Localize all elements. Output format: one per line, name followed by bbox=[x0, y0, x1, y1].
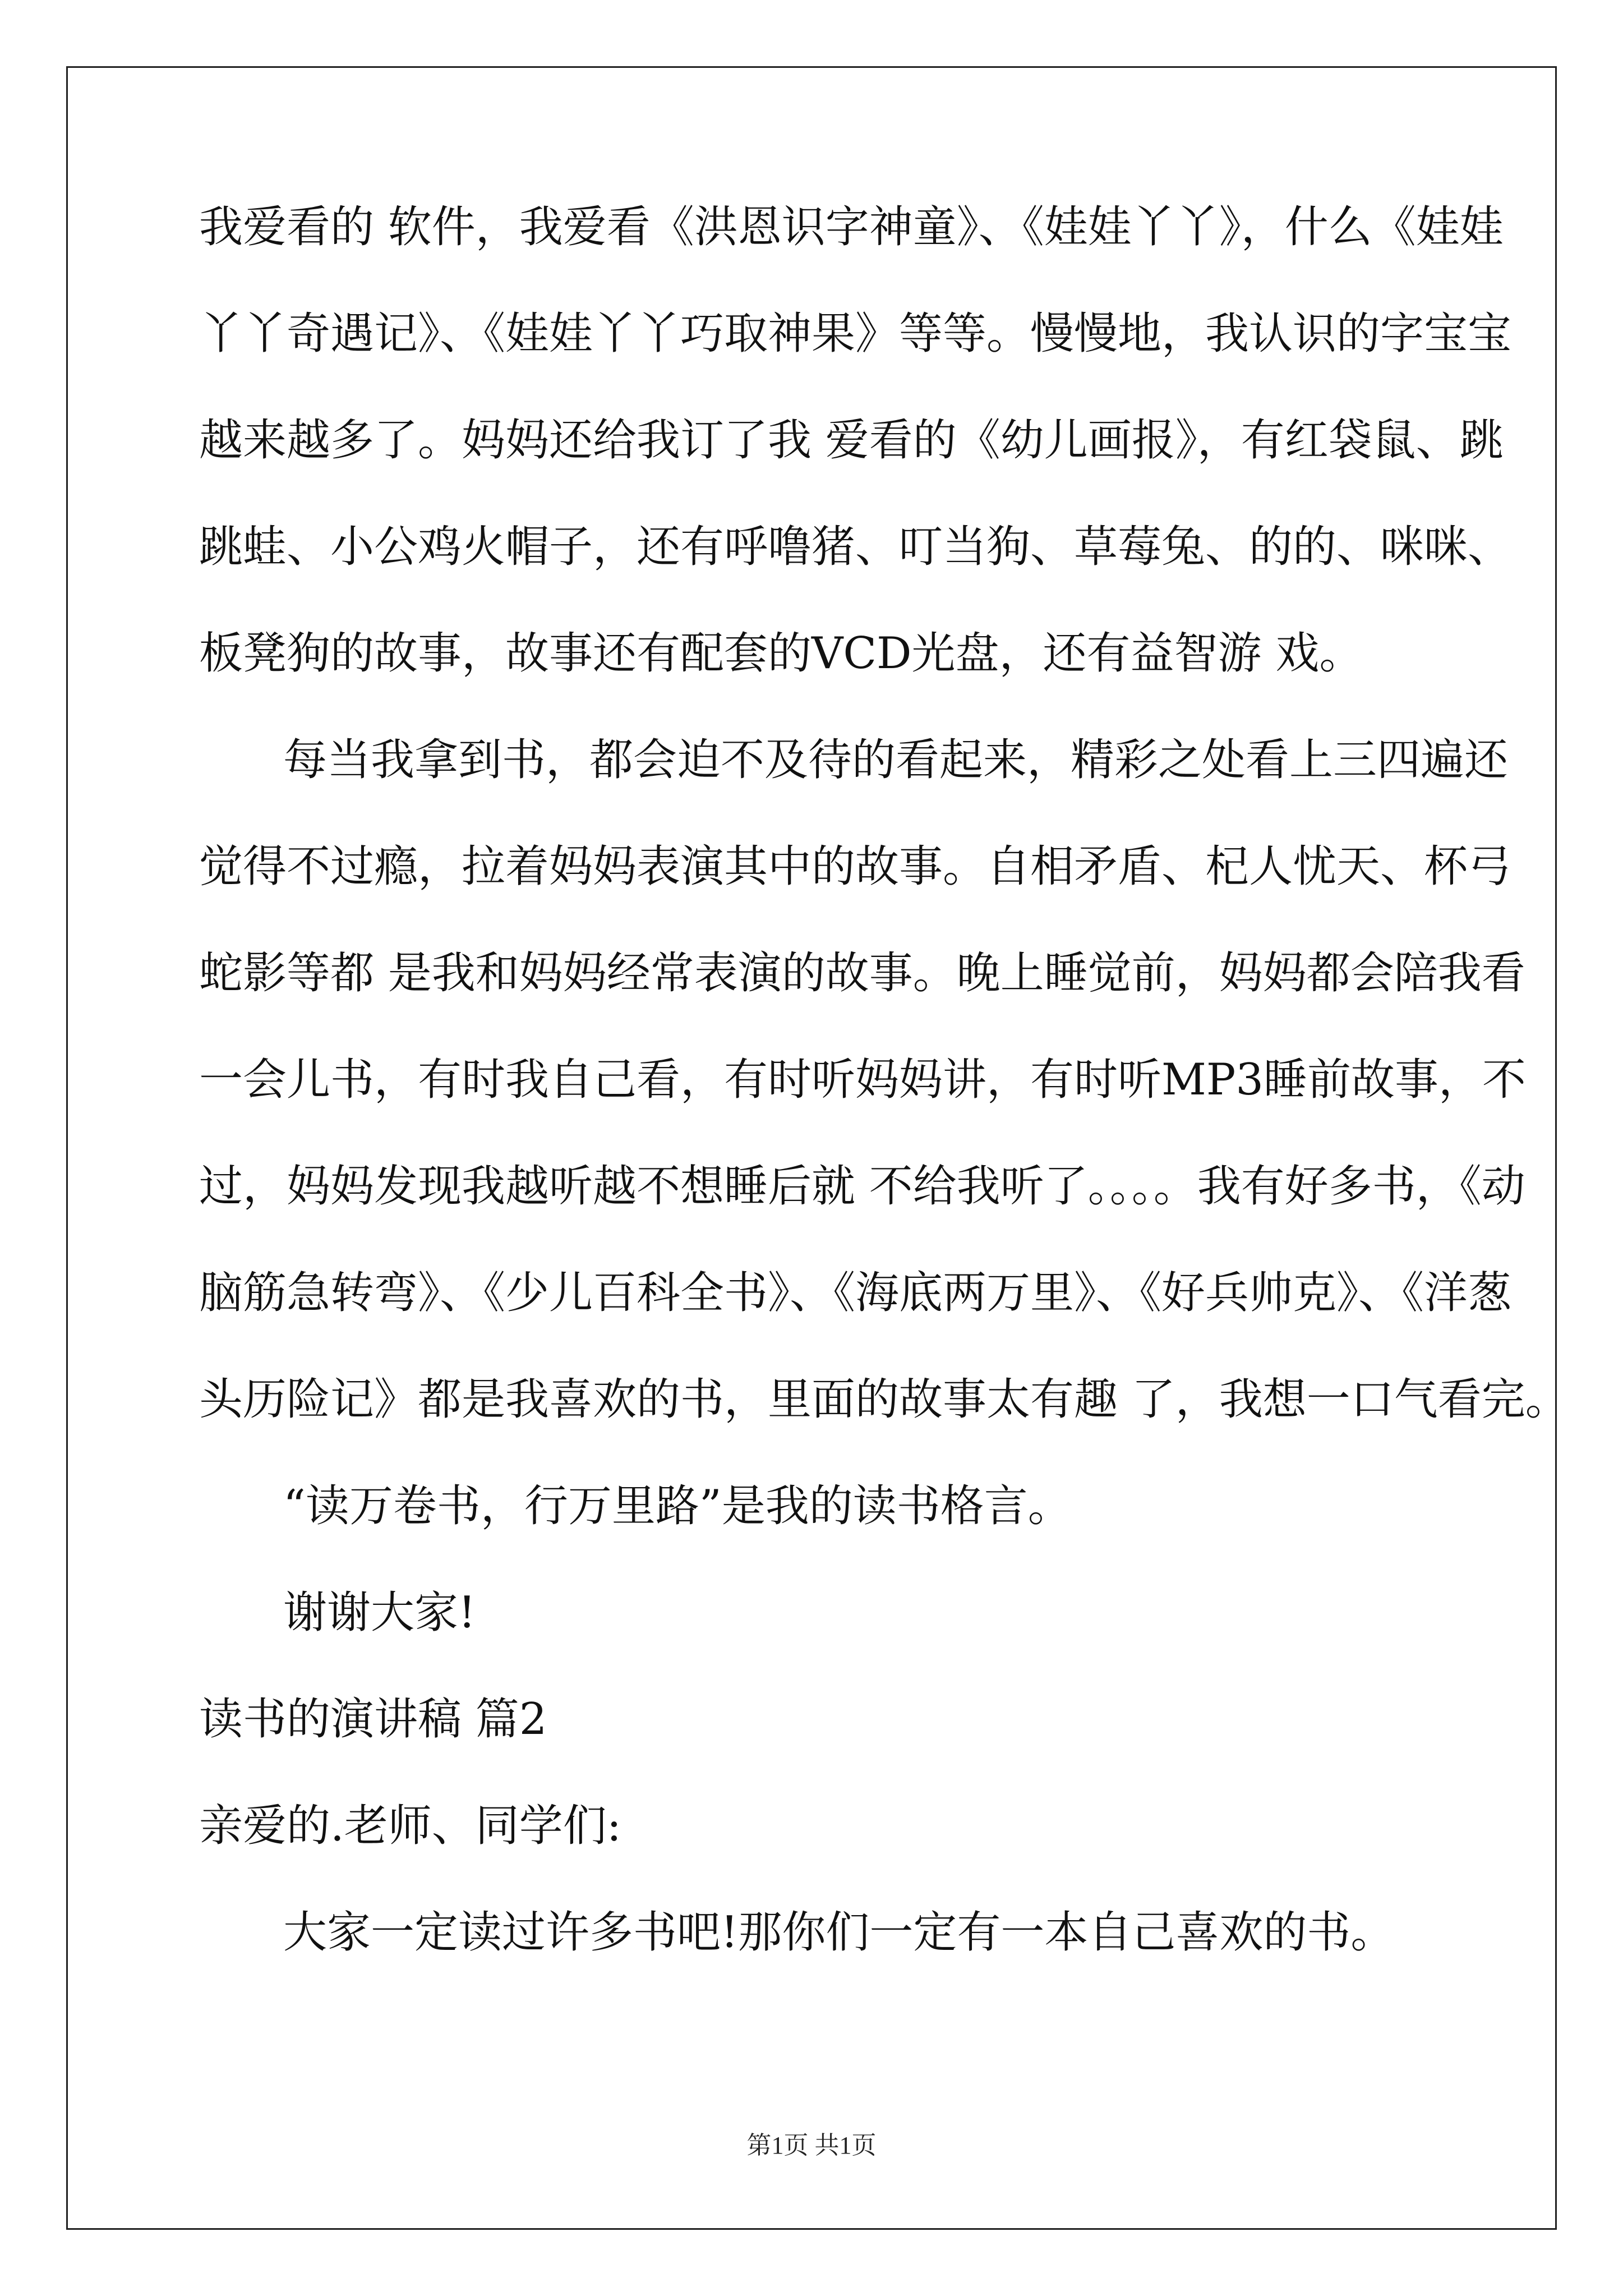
text-line: 蛇影等都 是我和妈妈经常表演的故事。晚上睡觉前，妈妈都会陪我看 bbox=[199, 948, 1525, 999]
text-line: 头历险记》都是我喜欢的书，里面的故事太有趣 了，我想一口气看完。 bbox=[199, 1374, 1569, 1425]
text-line: 丫丫奇遇记》、《娃娃丫丫巧取神果》等等。慢慢地，我认识的字宝宝 bbox=[199, 309, 1512, 359]
section-heading: 读书的演讲稿 篇2 bbox=[199, 1694, 547, 1745]
paragraph-first-line: 大家一定读过许多书吧!那你们一定有一本自己喜欢的书。 bbox=[283, 1907, 1395, 1958]
thanks-line: 谢谢大家! bbox=[283, 1588, 476, 1638]
text-line: 板凳狗的故事，故事还有配套的VCD光盘，还有益智游 戏。 bbox=[199, 628, 1363, 679]
text-line: 跳蛙、小公鸡火帽子，还有呼噜猪、叮当狗、草莓兔、的的、咪咪、 bbox=[199, 522, 1512, 572]
text-line: 一会儿书，有时我自己看，有时听妈妈讲，有时听MP3睡前故事，不 bbox=[199, 1055, 1526, 1105]
text-line: 我爱看的 软件，我爱看《洪恩识字神童》、《娃娃丫丫》，什么《娃娃 bbox=[199, 202, 1504, 252]
paragraph-first-line: 每当我拿到书，都会迫不及待的看起来，精彩之处看上三四遍还 bbox=[283, 735, 1509, 785]
text-line: 脑筋急转弯》、《少儿百科全书》、《海底两万里》、《好兵帅克》、《洋葱 bbox=[199, 1268, 1512, 1318]
text-line: 觉得不过瘾，拉着妈妈表演其中的故事。自相矛盾、杞人忧天、杯弓 bbox=[199, 841, 1512, 892]
motto-line: “读万卷书，行万里路”是我的读书格言。 bbox=[283, 1481, 1072, 1531]
salutation-line: 亲爱的.老师、同学们: bbox=[199, 1801, 622, 1851]
text-line: 越来越多了。妈妈还给我订了我 爱看的《幼儿画报》，有红袋鼠、跳 bbox=[199, 415, 1504, 466]
text-line: 过，妈妈发现我越听越不想睡后就 不给我听了。。。。我有好多书，《动 bbox=[199, 1161, 1525, 1212]
page-footer: 第1页 共1页 bbox=[746, 2132, 877, 2159]
